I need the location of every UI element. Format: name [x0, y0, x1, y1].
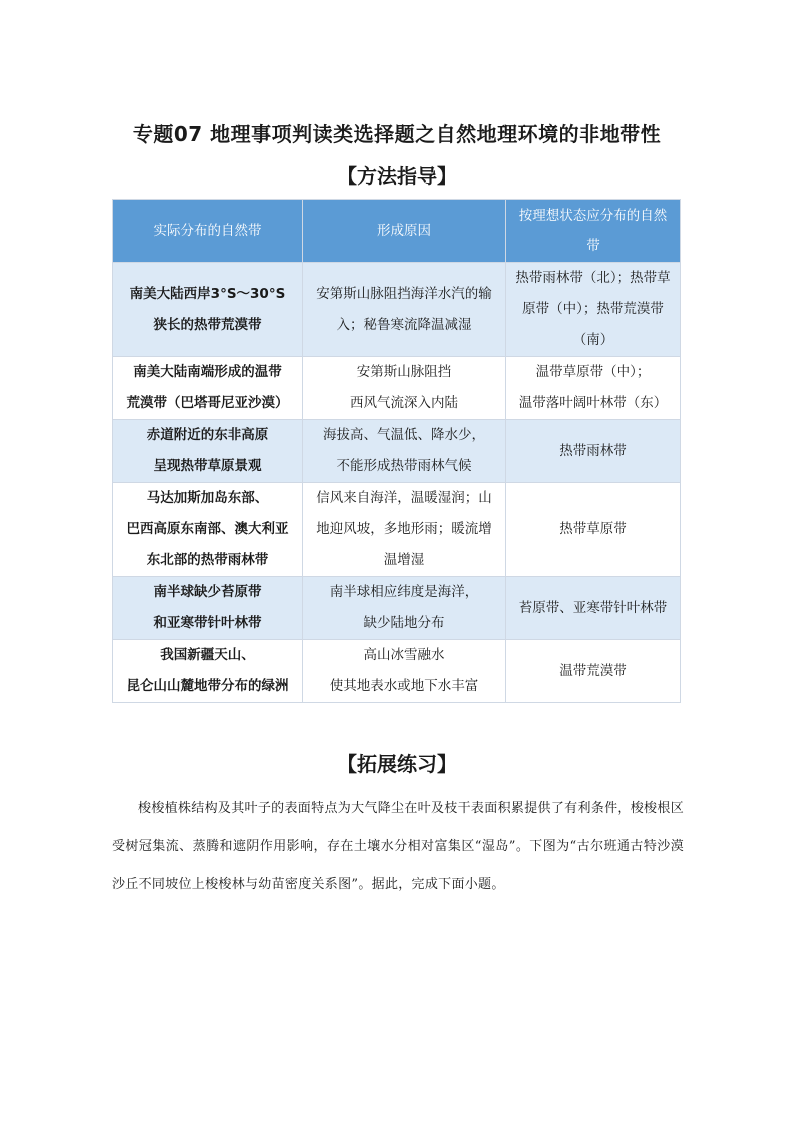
cell-line: 苔原带、亚寒带针叶林带	[518, 599, 668, 616]
cell-cause	[303, 263, 506, 357]
cell-line: 马达加斯加岛东部、	[146, 490, 269, 506]
cell-actual-zone	[113, 577, 303, 640]
cell-line: 安第斯山脉阻挡	[356, 364, 452, 380]
cell-line: 使其地表水或地下水丰富	[329, 678, 479, 694]
cell-line: 温带落叶阔叶林带（东）	[518, 395, 668, 411]
cell-line: 海拔高、气温低、降水少，	[323, 427, 485, 443]
cell-line: 南半球缺少苔原带	[153, 584, 262, 600]
cell-line: 热带雨林带（北）；热带草原带（中）；热带荒漠带（南）	[515, 270, 671, 348]
cell-line: 狭长的热带荒漠带	[153, 316, 262, 333]
practice-heading: 【拓展练习】	[337, 752, 457, 776]
method-heading: 【方法指导】	[337, 164, 457, 188]
azonal-zones-table	[112, 199, 681, 703]
cell-line: 南美大陆南端形成的温带	[133, 364, 282, 380]
cell-line: 温带草原带（中）；	[535, 364, 651, 380]
cell-actual-zone	[113, 640, 303, 703]
cell-ideal-zone	[506, 577, 681, 640]
cell-line: 安第斯山脉阻挡海洋水汽的输入；秘鲁寒流降温减湿	[316, 285, 492, 333]
cell-ideal-zone	[506, 263, 681, 357]
header-cause: 形成原因	[303, 200, 506, 263]
cell-line: 热带草原带	[559, 521, 627, 537]
cell-line: 和亚寒带针叶林带	[153, 615, 262, 631]
table-body	[113, 263, 681, 703]
header-ideal-zone: 按理想状态应分布的自然带	[506, 200, 681, 263]
table-row	[113, 577, 681, 640]
cell-line: 高山冰雪融水	[363, 647, 445, 663]
cell-line: 信风来自海洋，温暖湿润；山地迎风坡，多地形雨；暖流增温增湿	[316, 490, 492, 568]
cell-ideal-zone	[506, 640, 681, 703]
cell-cause	[303, 483, 506, 577]
cell-ideal-zone	[506, 420, 681, 483]
cell-line: 热带雨林带	[559, 442, 627, 459]
cell-line: 西风气流深入内陆	[350, 395, 458, 411]
cell-line: 呈现热带草原景观	[153, 458, 262, 474]
cell-line: 温带荒漠带	[559, 662, 627, 679]
cell-cause	[303, 357, 506, 420]
cell-line: 荒漠带（巴塔哥尼亚沙漠）	[126, 395, 289, 411]
cell-ideal-zone	[506, 483, 681, 577]
practice-paragraph: 梭梭植株结构及其叶子的表面特点为大气降尘在叶及枝干表面积累提供了有利条件，梭梭根区受树冠集流、蒸腾和遮阴作用影响，存在土壤水分相对富集区“湿岛”。下图为“古尔班通古特沙漠沙丘不同坡位上梭梭林与幼苗密度关系图”。据此，完成下面小题。	[112, 801, 684, 892]
cell-line: 东北部的热带雨林带	[146, 552, 269, 568]
table-row	[113, 357, 681, 420]
table-row	[113, 640, 681, 703]
cell-line: 缺少陆地分布	[363, 615, 445, 631]
cell-line: 巴西高原东南部、澳大利亚	[126, 521, 289, 537]
table-row	[113, 420, 681, 483]
cell-actual-zone	[113, 263, 303, 357]
table-row	[113, 483, 681, 577]
table-header-row	[113, 200, 681, 263]
cell-cause	[303, 640, 506, 703]
header-actual-zone: 实际分布的自然带	[113, 200, 303, 263]
cell-line: 南美大陆西岸3°S～30°S	[129, 285, 286, 302]
cell-line: 昆仑山山麓地带分布的绿洲	[126, 678, 289, 694]
cell-line: 南半球相应纬度是海洋，	[329, 584, 479, 600]
cell-actual-zone	[113, 420, 303, 483]
page-title: 专题07 地理事项判读类选择题之自然地理环境的非地带性	[132, 122, 662, 146]
cell-actual-zone	[113, 357, 303, 420]
table-row	[113, 263, 681, 357]
cell-ideal-zone	[506, 357, 681, 420]
cell-cause	[303, 420, 506, 483]
cell-cause	[303, 577, 506, 640]
cell-line: 赤道附近的东非高原	[146, 427, 269, 443]
cell-actual-zone	[113, 483, 303, 577]
cell-line: 我国新疆天山、	[160, 647, 255, 663]
cell-line: 不能形成热带雨林气候	[336, 458, 472, 474]
